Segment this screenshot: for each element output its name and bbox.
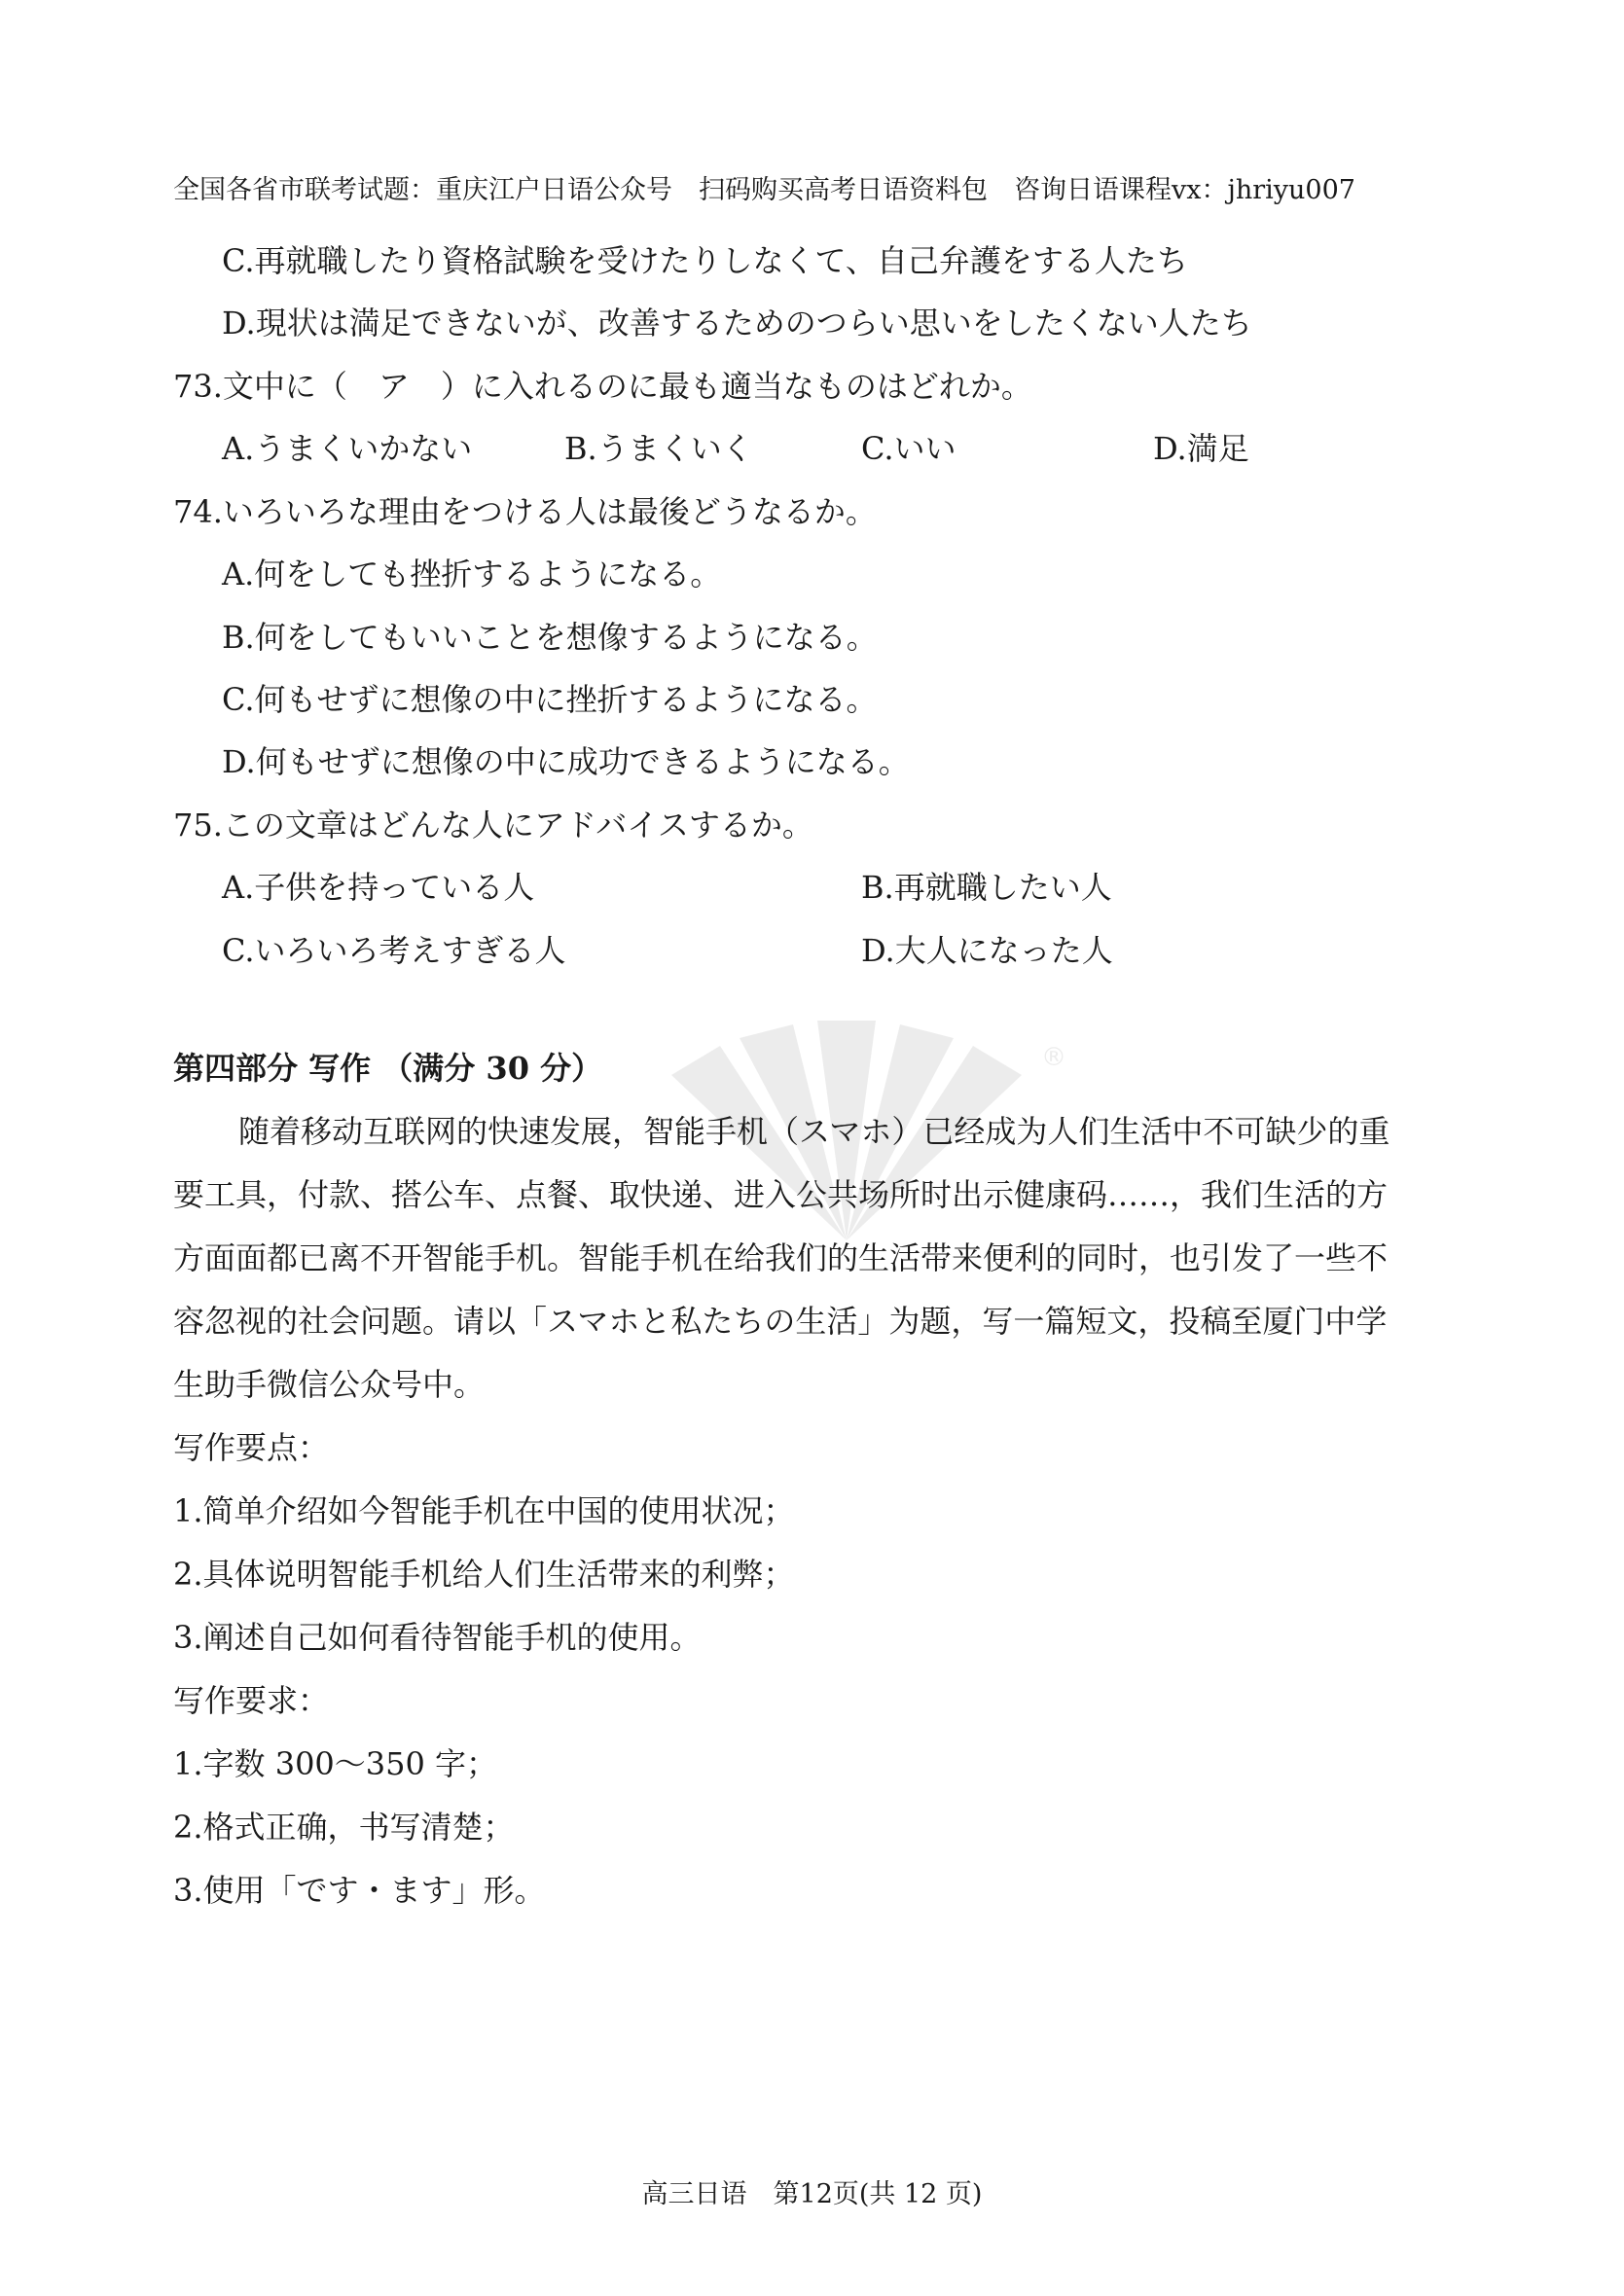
page-header: 全国各省市联考试题：重庆江户日语公众号 扫码购买高考日语资料包 咨询日语课程vx：jhriyu007 [173, 175, 1355, 205]
requirements-heading: 写作要求： [173, 1682, 330, 1719]
point-1: 1.简单介绍如今智能手机在中国的使用状况； [173, 1492, 795, 1529]
q73-option-b: B.うまくいく [564, 430, 753, 467]
requirement-2: 2.格式正确，书写清楚； [173, 1809, 515, 1846]
q72-option-d: D.現状は満足できないが、改善するためのつらい思いをしたくない人たち [222, 305, 1252, 341]
requirement-3: 3.使用「です・ます」形。 [173, 1872, 546, 1909]
point-2: 2.具体说明智能手机给人们生活带来的利弊； [173, 1556, 795, 1593]
section4-paragraph-line-3: 方面面都已离不开智能手机。智能手机在给我们的生活带来便利的同时，也引发了一些不 [173, 1239, 1389, 1276]
page-footer: 高三日语 第12页(共 12 页) [641, 2179, 983, 2209]
q75-option-a: A.子供を持っている人 [222, 869, 535, 906]
section4-paragraph-line-5: 生助手微信公众号中。 [173, 1366, 486, 1403]
section4-paragraph-line-4: 容忽视的社会问题。请以「スマホと私たちの生活」为题，写一篇短文，投稿至厦门中学 [173, 1303, 1388, 1340]
q75-question: 75.この文章はどんな人にアドバイスするか。 [173, 807, 813, 843]
registered-mark: ® [1041, 1043, 1066, 1072]
q74-option-c: C.何もせずに想像の中に挫折するようになる。 [222, 681, 878, 718]
q75-option-d: D.大人になった人 [861, 932, 1113, 969]
q72-option-c: C.再就職したり資格試験を受けたりしなくて、自己弁護をする人たち [222, 242, 1188, 279]
q74-option-a: A.何をしても挫折するようになる。 [222, 556, 722, 592]
point-3: 3.阐述自己如何看待智能手机的使用。 [173, 1619, 702, 1656]
q75-option-b: B.再就職したい人 [861, 869, 1112, 906]
q75-option-c: C.いろいろ考えすぎる人 [222, 932, 566, 969]
q73-option-c: C.いい [861, 430, 956, 467]
section4-paragraph-line-2: 要工具，付款、搭公车、点餐、取快递、进入公共场所时出示健康码……，我们生活的方 [173, 1176, 1389, 1213]
q74-option-b: B.何をしてもいいことを想像するようになる。 [222, 619, 878, 656]
q73-question: 73.文中に（ ア ）に入れるのに最も適当なものはどれか。 [173, 368, 1032, 405]
q73-option-d: D.満足 [1153, 430, 1249, 467]
points-heading: 写作要点： [173, 1429, 330, 1466]
section4-paragraph-line-1: 随着移动互联网的快速发展，智能手机（スマホ）已经成为人们生活中不可缺少的重 [238, 1113, 1390, 1150]
q74-question: 74.いろいろな理由をつける人は最後どうなるか。 [173, 493, 877, 530]
section4-title: 第四部分 写作 （满分 30 分） [173, 1050, 603, 1087]
q74-option-d: D.何もせずに想像の中に成功できるようになる。 [222, 743, 910, 780]
requirement-1: 1.字数 300～350 字； [173, 1745, 498, 1782]
q73-option-a: A.うまくいかない [222, 430, 473, 467]
